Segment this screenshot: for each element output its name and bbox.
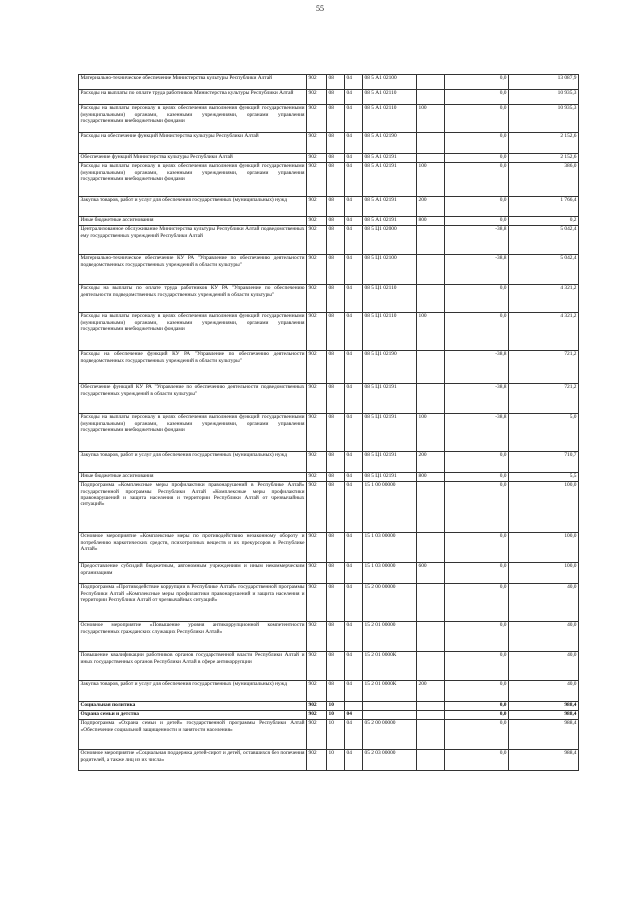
row-vr-cell (417, 482, 445, 533)
row-change-cell: 0,0 (445, 584, 509, 622)
row-ved-cell: 902 (307, 750, 327, 771)
row-csr-cell: 08 5 Ц1 02190 (363, 351, 417, 384)
row-name-cell: Расходы на выплаты по оплате труда работников КУ РА "Управление по обеспечению деятельности подведомственных государственных учреждений в области культуры" (79, 285, 307, 313)
row-pr-cell: 04 (345, 720, 363, 750)
row-rz-cell: 08 (327, 414, 345, 452)
row-total-cell: 5,0 (509, 414, 579, 452)
row-rz-cell: 08 (327, 154, 345, 163)
row-change-cell: -38,8 (445, 384, 509, 414)
row-total-cell: 721,2 (509, 384, 579, 414)
row-ved-cell: 902 (307, 652, 327, 681)
row-csr-cell: 08 5 Ц1 02000 (363, 226, 417, 255)
row-change-cell: 0,0 (445, 750, 509, 771)
row-rz-cell: 08 (327, 533, 345, 563)
row-pr-cell: 04 (345, 105, 363, 133)
row-change-cell: 0,0 (445, 452, 509, 473)
row-pr-cell: 04 (345, 414, 363, 452)
row-csr-cell: 05 2 03 00000 (363, 750, 417, 771)
row-name-cell: Расходы на выплаты персоналу в целях обеспечения выполнения функций государственными (муниципальными) органами, казенными учреждениями, органами управления государственными внебюджетными фондами (79, 105, 307, 133)
row-change-cell: 0,0 (445, 217, 509, 226)
row-rz-cell: 08 (327, 384, 345, 414)
row-rz-cell: 08 (327, 452, 345, 473)
row-name-cell: Расходы на обеспечение функций Министерства культуры Республики Алтай (79, 133, 307, 154)
row-pr-cell: 04 (345, 154, 363, 163)
row-rz-cell: 08 (327, 133, 345, 154)
row-vr-cell: 100 (417, 105, 445, 133)
row-rz-cell: 08 (327, 226, 345, 255)
row-ved-cell: 902 (307, 563, 327, 584)
row-csr-cell (363, 702, 417, 711)
row-csr-cell: 08 5 Ц1 02191 (363, 473, 417, 482)
row-total-cell: 5 042,4 (509, 255, 579, 285)
row-change-cell: 0,0 (445, 133, 509, 154)
row-name-cell: Расходы на обеспечение функций КУ РА "Управление по обеспечению деятельности подведомственных государственных учреждений в области культуры" (79, 351, 307, 384)
row-total-cell: 988,4 (509, 711, 579, 720)
row-total-cell: 0,2 (509, 217, 579, 226)
row-total-cell: 13 087,9 (509, 75, 579, 90)
row-name-cell: Иные бюджетные ассигнования (79, 217, 307, 226)
row-vr-cell: 200 (417, 681, 445, 702)
row-ved-cell: 902 (307, 384, 327, 414)
table-row (79, 750, 579, 771)
row-pr-cell: 04 (345, 750, 363, 771)
row-total-cell: 2 152,6 (509, 133, 579, 154)
row-ved-cell: 902 (307, 711, 327, 720)
row-change-cell: 0,0 (445, 75, 509, 90)
row-rz-cell: 08 (327, 351, 345, 384)
row-pr-cell: 04 (345, 533, 363, 563)
row-pr-cell: 04 (345, 197, 363, 217)
row-ved-cell: 902 (307, 217, 327, 226)
row-total-cell: 40,0 (509, 652, 579, 681)
row-pr-cell: 04 (345, 313, 363, 351)
row-csr-cell (363, 711, 417, 720)
row-change-cell: 0,0 (445, 652, 509, 681)
row-total-cell: 710,7 (509, 452, 579, 473)
row-pr-cell: 04 (345, 584, 363, 622)
row-change-cell: 0,0 (445, 90, 509, 105)
row-name-cell: Обеспечение функций КУ РА "Управление по обеспечению деятельности подведомственных государственных учреждений в области культуры" (79, 384, 307, 414)
table-row (79, 482, 579, 533)
table-row (79, 197, 579, 217)
row-total-cell: 40,0 (509, 681, 579, 702)
table-row (79, 414, 579, 452)
row-rz-cell: 10 (327, 720, 345, 750)
row-csr-cell: 08 5 А1 02191 (363, 163, 417, 197)
row-ved-cell: 902 (307, 75, 327, 90)
row-change-cell: 0,0 (445, 105, 509, 133)
row-rz-cell: 10 (327, 750, 345, 771)
row-csr-cell: 08 5 А1 02110 (363, 105, 417, 133)
row-name-cell: Обеспечение функций Министерства культуры Республики Алтай (79, 154, 307, 163)
row-pr-cell: 04 (345, 622, 363, 652)
row-name-cell: Основное мероприятие «Комплексные меры по противодействию незаконному обороту и потреблению наркотических средств, психотропных веществ и их прекурсоров в Республике Алтай» (79, 533, 307, 563)
row-name-cell: Закупка товаров, работ и услуг для обеспечения государственных (муниципальных) нужд (79, 452, 307, 473)
table-row (79, 217, 579, 226)
row-rz-cell: 08 (327, 681, 345, 702)
row-vr-cell (417, 533, 445, 563)
row-name-cell: Повышение квалификации работников органов государственной власти Республики Алтай и иных государственных органов Республики Алтай в сфере антикоррупции (79, 652, 307, 681)
row-change-cell: 0,0 (445, 702, 509, 711)
row-pr-cell: 04 (345, 351, 363, 384)
row-rz-cell: 08 (327, 163, 345, 197)
row-ved-cell: 902 (307, 226, 327, 255)
row-rz-cell: 08 (327, 75, 345, 90)
row-change-cell: 0,0 (445, 681, 509, 702)
row-csr-cell: 08 5 Ц1 02110 (363, 313, 417, 351)
row-vr-cell: 800 (417, 473, 445, 482)
row-vr-cell: 800 (417, 217, 445, 226)
table-row (79, 452, 579, 473)
row-ved-cell: 902 (307, 473, 327, 482)
row-ved-cell: 902 (307, 197, 327, 217)
row-total-cell: 100,0 (509, 533, 579, 563)
row-csr-cell: 15 2 01 0000К (363, 681, 417, 702)
table-row (79, 622, 579, 652)
row-name-cell: Иные бюджетные ассигнования (79, 473, 307, 482)
row-name-cell: Подпрограмма «Охрана семьи и детей» государственной программы Республики Алтай «Обеспечение социальной защищенности и занятости населения» (79, 720, 307, 750)
row-total-cell: 988,4 (509, 750, 579, 771)
row-rz-cell: 08 (327, 473, 345, 482)
row-name-cell: Социальная политика (79, 702, 307, 711)
row-vr-cell (417, 584, 445, 622)
row-total-cell: 5,5 (509, 473, 579, 482)
row-csr-cell: 08 5 Ц1 02100 (363, 255, 417, 285)
row-csr-cell: 08 5 А1 02190 (363, 133, 417, 154)
row-total-cell: 988,4 (509, 720, 579, 750)
row-name-cell: Расходы на выплаты персоналу в целях обеспечения выполнения функций государственными (муниципальными) органами, казенными учреждениями, органами управления государственными внебюджетными фондами (79, 163, 307, 197)
row-ved-cell: 902 (307, 702, 327, 711)
row-name-cell: Расходы на выплаты персоналу в целях обеспечения выполнения функций государственными (муниципальными) органами, казенными учреждениями, органами управления государственными внебюджетными фондами (79, 414, 307, 452)
row-pr-cell: 04 (345, 681, 363, 702)
row-total-cell: 40,0 (509, 584, 579, 622)
table-row (79, 90, 579, 105)
row-rz-cell: 08 (327, 255, 345, 285)
row-vr-cell (417, 622, 445, 652)
row-pr-cell: 04 (345, 217, 363, 226)
row-pr-cell (345, 702, 363, 711)
row-vr-cell (417, 255, 445, 285)
table-row (79, 584, 579, 622)
row-name-cell: Закупка товаров, работ и услуг для обеспечения государственных (муниципальных) нужд (79, 197, 307, 217)
row-change-cell: 0,0 (445, 285, 509, 313)
row-vr-cell (417, 154, 445, 163)
table-row (79, 154, 579, 163)
table-row (79, 711, 579, 720)
row-change-cell: 0,0 (445, 563, 509, 584)
row-rz-cell: 08 (327, 90, 345, 105)
row-csr-cell: 08 5 А1 02191 (363, 217, 417, 226)
row-ved-cell: 902 (307, 285, 327, 313)
table-row (79, 285, 579, 313)
row-total-cell: 4 321,2 (509, 285, 579, 313)
row-vr-cell (417, 226, 445, 255)
row-pr-cell: 04 (345, 226, 363, 255)
row-change-cell: 0,0 (445, 313, 509, 351)
row-rz-cell: 08 (327, 622, 345, 652)
row-vr-cell: 600 (417, 563, 445, 584)
row-name-cell: Основное мероприятие «Социальная поддержка детей-сирот и детей, оставшихся без попечения родителей, а также лиц из их числа» (79, 750, 307, 771)
row-total-cell: 386,0 (509, 163, 579, 197)
row-name-cell: Материально-техническое обеспечение Министерства культуры Республики Алтай (79, 75, 307, 90)
row-change-cell: 0,0 (445, 473, 509, 482)
row-vr-cell: 100 (417, 163, 445, 197)
row-csr-cell: 05 2 00 00000 (363, 720, 417, 750)
table-row (79, 75, 579, 90)
row-ved-cell: 902 (307, 351, 327, 384)
row-name-cell: Подпрограмма «Противодействие коррупции в Республике Алтай» государственной программы Республики Алтай «Комплексные меры профилактики правонарушений и защита населения и территории Республики Алтай от чрезвычайных ситуаций» (79, 584, 307, 622)
row-csr-cell: 08 5 А1 02191 (363, 197, 417, 217)
row-csr-cell: 15 1 03 00000 (363, 533, 417, 563)
row-ved-cell: 902 (307, 154, 327, 163)
row-change-cell: 0,0 (445, 622, 509, 652)
row-ved-cell: 902 (307, 414, 327, 452)
row-ved-cell: 902 (307, 163, 327, 197)
row-rz-cell: 08 (327, 285, 345, 313)
table-row (79, 163, 579, 197)
row-vr-cell (417, 75, 445, 90)
budget-table (78, 74, 579, 771)
row-total-cell: 10 935,3 (509, 105, 579, 133)
row-vr-cell: 100 (417, 313, 445, 351)
row-ved-cell: 902 (307, 452, 327, 473)
row-vr-cell (417, 652, 445, 681)
row-total-cell: 2 152,6 (509, 154, 579, 163)
row-name-cell: Закупка товаров, работ и услуг для обеспечения государственных (муниципальных) нужд (79, 681, 307, 702)
row-vr-cell (417, 750, 445, 771)
row-csr-cell: 08 5 А1 02110 (363, 90, 417, 105)
row-name-cell: Предоставление субсидий бюджетным, автономным учреждениям и иным некоммерческим организациям (79, 563, 307, 584)
row-change-cell: 0,0 (445, 711, 509, 720)
row-pr-cell: 04 (345, 452, 363, 473)
table-row (79, 133, 579, 154)
row-pr-cell: 04 (345, 163, 363, 197)
table-row (79, 105, 579, 133)
table-row (79, 533, 579, 563)
row-vr-cell (417, 720, 445, 750)
row-change-cell: 0,0 (445, 533, 509, 563)
row-total-cell: 1 766,4 (509, 197, 579, 217)
row-csr-cell: 08 5 Ц1 02191 (363, 452, 417, 473)
row-total-cell: 988,4 (509, 702, 579, 711)
row-total-cell: 100,0 (509, 563, 579, 584)
row-name-cell: Материально-техническое обеспечение КУ РА "Управление по обеспечению деятельности подведомственных государственных учреждений в области культуры" (79, 255, 307, 285)
row-vr-cell: 200 (417, 452, 445, 473)
row-change-cell: 0,0 (445, 154, 509, 163)
row-vr-cell (417, 133, 445, 154)
table-row (79, 384, 579, 414)
row-change-cell: 0,0 (445, 482, 509, 533)
row-pr-cell: 04 (345, 133, 363, 154)
row-csr-cell: 08 5 А1 02191 (363, 154, 417, 163)
row-total-cell: 40,0 (509, 622, 579, 652)
row-total-cell: 100,0 (509, 482, 579, 533)
row-csr-cell: 08 5 Ц1 02191 (363, 414, 417, 452)
table-row (79, 226, 579, 255)
row-name-cell: Основное мероприятие «Повышение уровня антикоррупционной компетентности государственных гражданских служащих Республики Алтай» (79, 622, 307, 652)
row-ved-cell: 902 (307, 90, 327, 105)
row-csr-cell: 08 5 Ц1 02191 (363, 384, 417, 414)
row-pr-cell: 04 (345, 473, 363, 482)
row-ved-cell: 902 (307, 255, 327, 285)
row-vr-cell (417, 711, 445, 720)
row-vr-cell (417, 384, 445, 414)
row-pr-cell: 04 (345, 711, 363, 720)
row-change-cell: -38,8 (445, 255, 509, 285)
row-pr-cell: 04 (345, 563, 363, 584)
row-change-cell: -38,8 (445, 226, 509, 255)
row-csr-cell: 15 2 00 00000 (363, 584, 417, 622)
row-vr-cell (417, 90, 445, 105)
row-total-cell: 721,2 (509, 351, 579, 384)
row-name-cell: Подпрограмма «Комплексные меры профилактики правонарушений в Республике Алтай» государственной программы Республики Алтай «Комплексные меры профилактики правонарушений и защита населения и территории Республики Алтай от чрезвычайных ситуаций» (79, 482, 307, 533)
row-csr-cell: 15 1 00 00000 (363, 482, 417, 533)
row-rz-cell: 08 (327, 105, 345, 133)
row-pr-cell: 04 (345, 285, 363, 313)
row-rz-cell: 08 (327, 563, 345, 584)
row-csr-cell: 08 5 А1 02100 (363, 75, 417, 90)
row-change-cell: -38,8 (445, 414, 509, 452)
row-csr-cell: 15 2 01 0000К (363, 652, 417, 681)
row-ved-cell: 902 (307, 584, 327, 622)
row-csr-cell: 15 2 01 00000 (363, 622, 417, 652)
table-row (79, 563, 579, 584)
row-total-cell: 5 042,4 (509, 226, 579, 255)
row-name-cell: Расходы на выплаты по оплате труда работников Министерства культуры Республики Алтай (79, 90, 307, 105)
row-ved-cell: 902 (307, 681, 327, 702)
row-ved-cell: 902 (307, 622, 327, 652)
row-total-cell: 10 935,3 (509, 90, 579, 105)
row-rz-cell: 08 (327, 584, 345, 622)
row-csr-cell: 08 5 Ц1 02110 (363, 285, 417, 313)
row-pr-cell: 04 (345, 482, 363, 533)
row-ved-cell: 902 (307, 720, 327, 750)
row-pr-cell: 04 (345, 75, 363, 90)
row-pr-cell: 04 (345, 255, 363, 285)
row-ved-cell: 902 (307, 133, 327, 154)
row-ved-cell: 902 (307, 533, 327, 563)
row-change-cell: 0,0 (445, 197, 509, 217)
table-row (79, 473, 579, 482)
row-vr-cell: 200 (417, 197, 445, 217)
table-row (79, 255, 579, 285)
row-name-cell: Централизованное обслуживание Министерства культуры Республики Алтай подведомственных ему государственных учреждений Республики Алтай (79, 226, 307, 255)
row-change-cell: 0,0 (445, 720, 509, 750)
row-pr-cell: 04 (345, 384, 363, 414)
row-csr-cell: 15 1 03 00000 (363, 563, 417, 584)
row-vr-cell (417, 351, 445, 384)
row-rz-cell: 08 (327, 217, 345, 226)
row-rz-cell: 08 (327, 482, 345, 533)
table-row (79, 652, 579, 681)
row-ved-cell: 902 (307, 313, 327, 351)
row-rz-cell: 10 (327, 711, 345, 720)
table-row (79, 313, 579, 351)
row-rz-cell: 08 (327, 197, 345, 217)
row-pr-cell: 04 (345, 90, 363, 105)
table-row (79, 681, 579, 702)
row-name-cell: Расходы на выплаты персоналу в целях обеспечения выполнения функций государственными (муниципальными) органами, казенными учреждениями, органами управления государственными внебюджетными фондами (79, 313, 307, 351)
row-change-cell: -38,8 (445, 351, 509, 384)
row-ved-cell: 902 (307, 105, 327, 133)
row-vr-cell (417, 702, 445, 711)
budget-table-body (79, 75, 579, 771)
table-row (79, 720, 579, 750)
row-rz-cell: 08 (327, 313, 345, 351)
row-rz-cell: 10 (327, 702, 345, 711)
row-change-cell: 0,0 (445, 163, 509, 197)
table-row (79, 351, 579, 384)
row-rz-cell: 08 (327, 652, 345, 681)
row-ved-cell: 902 (307, 482, 327, 533)
page-number: 55 (316, 4, 324, 13)
row-vr-cell (417, 285, 445, 313)
row-vr-cell: 100 (417, 414, 445, 452)
row-name-cell: Охрана семьи и детства (79, 711, 307, 720)
row-total-cell: 4 321,2 (509, 313, 579, 351)
row-pr-cell: 04 (345, 652, 363, 681)
table-row (79, 702, 579, 711)
